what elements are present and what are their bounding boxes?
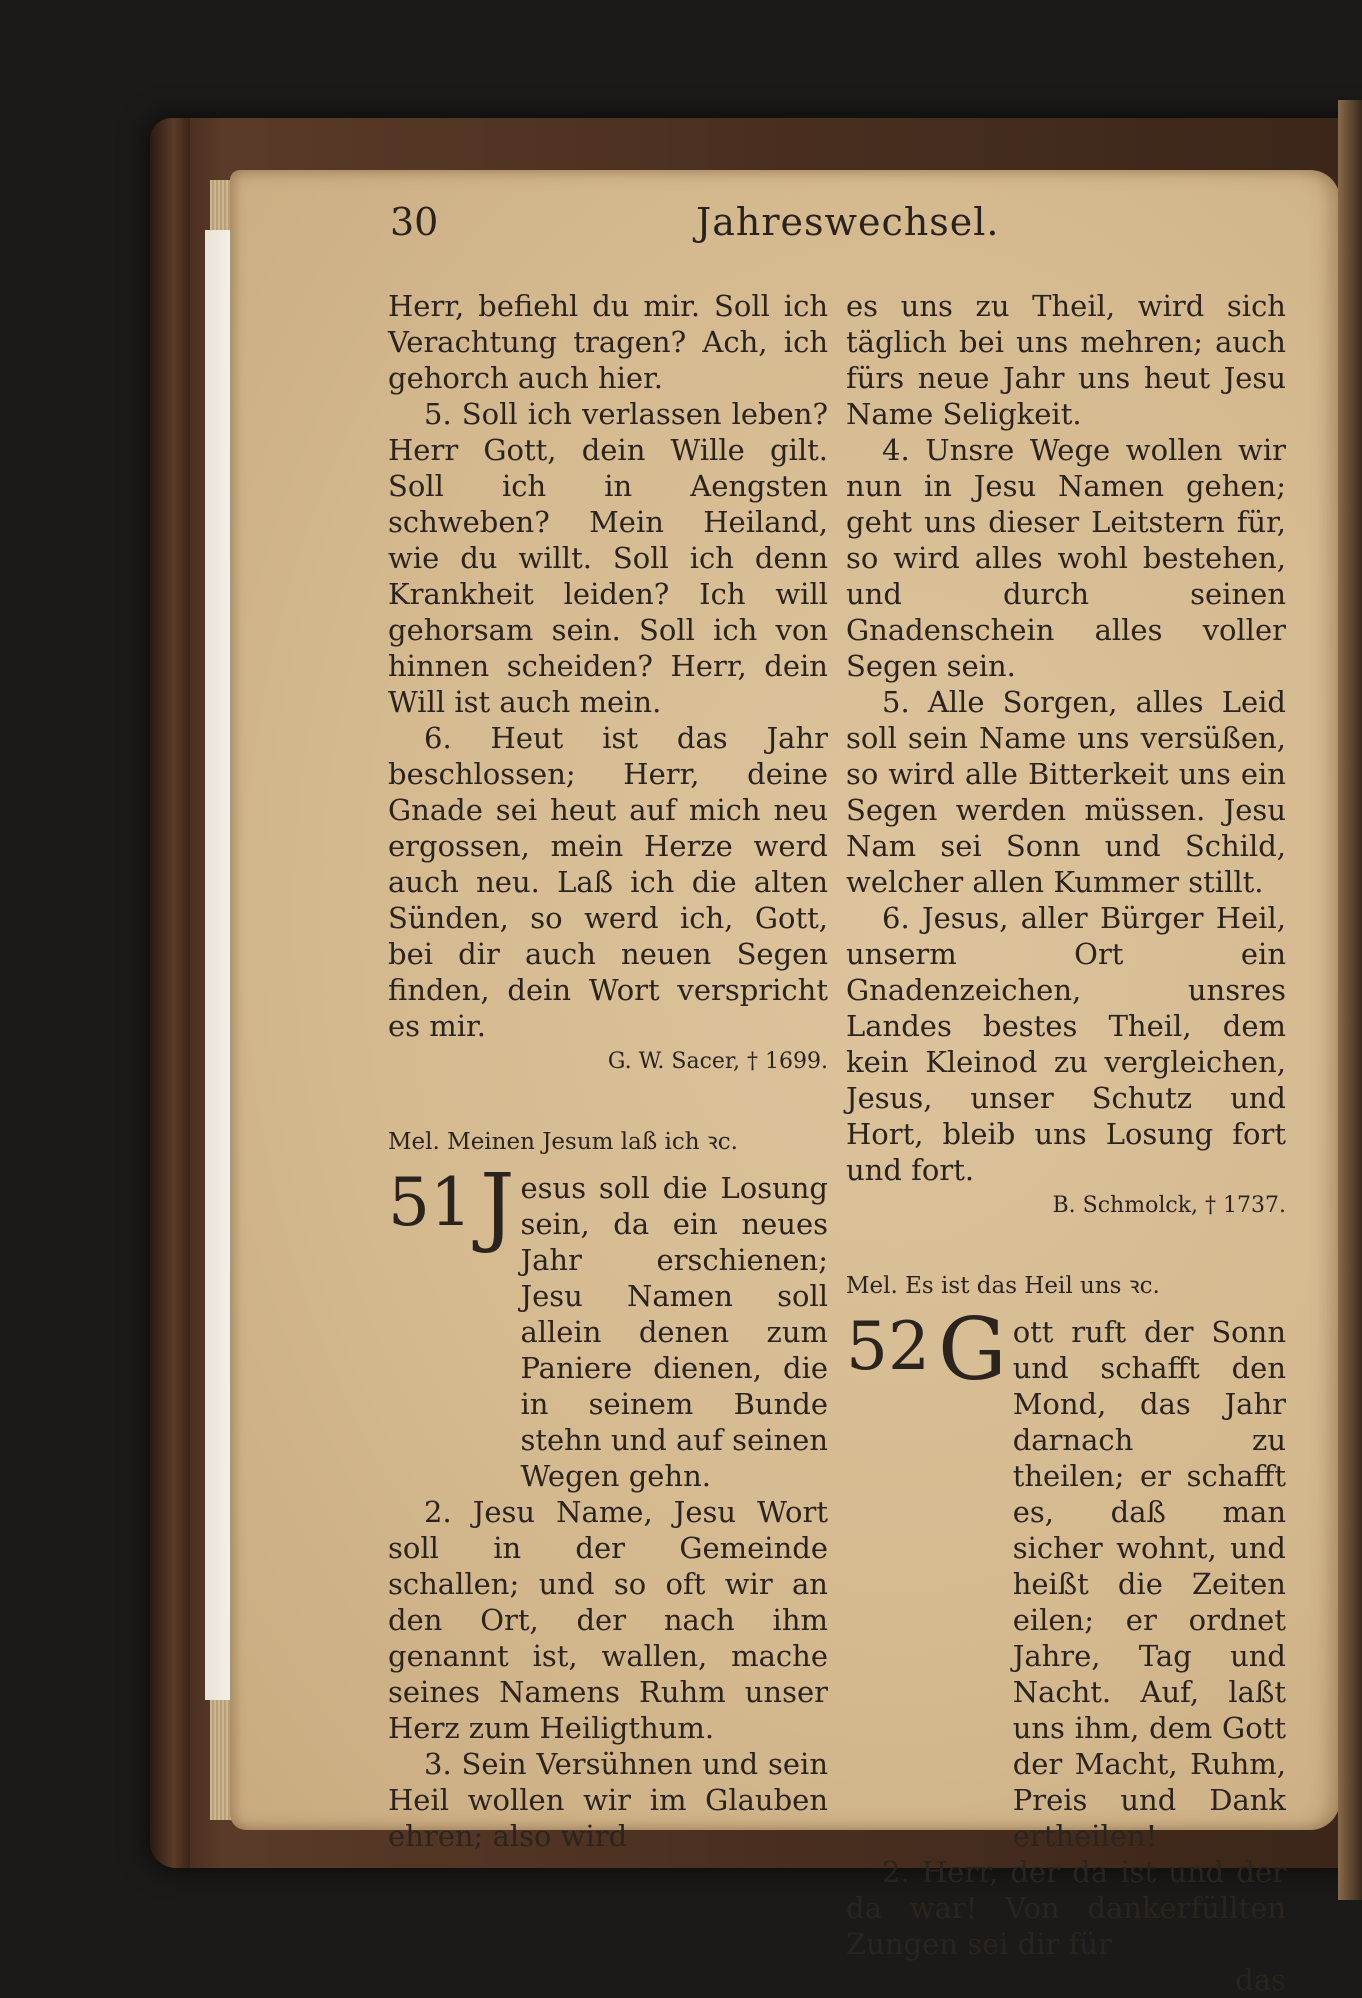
verse-2: 2. Jesu Name, Jesu Wort soll in der Gemeinde schallen; und so oft wir an den Ort, der nach ihm genannt ist, wallen, mache seines Namens Ruhm unser Herz zum Heiligthum. bbox=[388, 1495, 828, 1745]
author-signature: B. Schmolck, † 1737. bbox=[1052, 1193, 1286, 1218]
hymn-51 bbox=[388, 1156, 828, 1494]
hymn-first-verse: ott ruft der Sonn und schafft den Mond, das Jahr darnach zu theilen; er schafft es, daß man sicher wohnt, und heißt die Zeiten eilen; er ordnet Jahre, Tag und Nacht. Auf, laßt uns ihm, dem Gott der Macht, Ruhm, Preis und Dank ertheilen! bbox=[1012, 1315, 1286, 1853]
right-column bbox=[846, 288, 1286, 1998]
running-title: Jahreswechsel. bbox=[696, 200, 1000, 244]
drop-cap: J bbox=[479, 1156, 515, 1256]
hymn-number: 51 bbox=[388, 1164, 472, 1241]
page-header bbox=[378, 200, 1278, 260]
hymn-52 bbox=[846, 1300, 1286, 1854]
author-signature: G. W. Sacer, † 1699. bbox=[607, 1049, 828, 1074]
drop-cap: G bbox=[937, 1300, 1007, 1400]
verse-continuation: Herr, befiehl du mir. Soll ich Verachtung tragen? Ach, ich gehorch auch hier. bbox=[388, 289, 828, 395]
page-right-edge bbox=[1338, 100, 1362, 1900]
verse-continuation: es uns zu Theil, wird sich täglich bei uns mehren; auch fürs neue Jahr uns heut Jesu Name Seligkeit. bbox=[846, 289, 1286, 431]
verse-6: 6. Heut ist das Jahr beschlossen; Herr, deine Gnade sei heut auf mich neu ergossen, mein Herze werd auch neu. Laß ich die alten Sünden, so werd ich, Gott, bei dir auch neuen Segen finden, dein Wort verspricht es mir. bbox=[388, 721, 828, 1043]
melody-line: Mel. Es ist das Heil uns ꝛc. bbox=[846, 1273, 1160, 1299]
verse-3: 3. Sein Versühnen und sein Heil wollen wir im Glauben ehren; also wird bbox=[388, 1747, 828, 1853]
verse-6: 6. Jesus, aller Bürger Heil, unserm Ort ein Gnadenzeichen, unsres Landes bestes Theil, dem kein Kleinod zu vergleichen, Jesus, unser Schutz und Hort, bleib uns Losung fort und fort. bbox=[846, 901, 1286, 1187]
verse-5: 5. Soll ich verlassen leben? Herr Gott, dein Wille gilt. Soll ich in Aengsten schweben? Mein Heiland, wie du willt. Soll ich denn Krankheit leiden? Ich will gehorsam sein. Soll ich von hinnen scheiden? Herr, dein Will ist auch mein. bbox=[388, 397, 828, 719]
hymn-number: 52 bbox=[846, 1308, 930, 1385]
page-number: 30 bbox=[390, 200, 439, 244]
verse-4: 4. Unsre Wege wollen wir nun in Jesu Namen gehen; geht uns dieser Leitstern für, so wird alles wohl bestehen, und durch seinen Gnadenschein alles voller Segen sein. bbox=[846, 433, 1286, 683]
hymn-first-verse: esus soll die Losung sein, da ein neues Jahr erschienen; Jesu Namen soll allein denen zum Paniere dienen, die in seinem Bunde stehn und auf seinen Wegen gehn. bbox=[520, 1171, 828, 1493]
melody-line: Mel. Meinen Jesum laß ich ꝛc. bbox=[388, 1129, 738, 1155]
verse-2: 2. Herr, der da ist und der da war! Von dankerfüllten Zungen sei dir für bbox=[846, 1855, 1286, 1961]
left-column bbox=[388, 288, 828, 1854]
book-spine bbox=[150, 118, 190, 1868]
verse-5: 5. Alle Sorgen, alles Leid soll sein Name uns versüßen, so wird alle Bitterkeit uns ein Segen werden müssen. Jesu Nam sei Sonn und Schild, welcher allen Kummer stillt. bbox=[846, 685, 1286, 899]
catchword: das bbox=[1235, 1963, 1286, 1997]
